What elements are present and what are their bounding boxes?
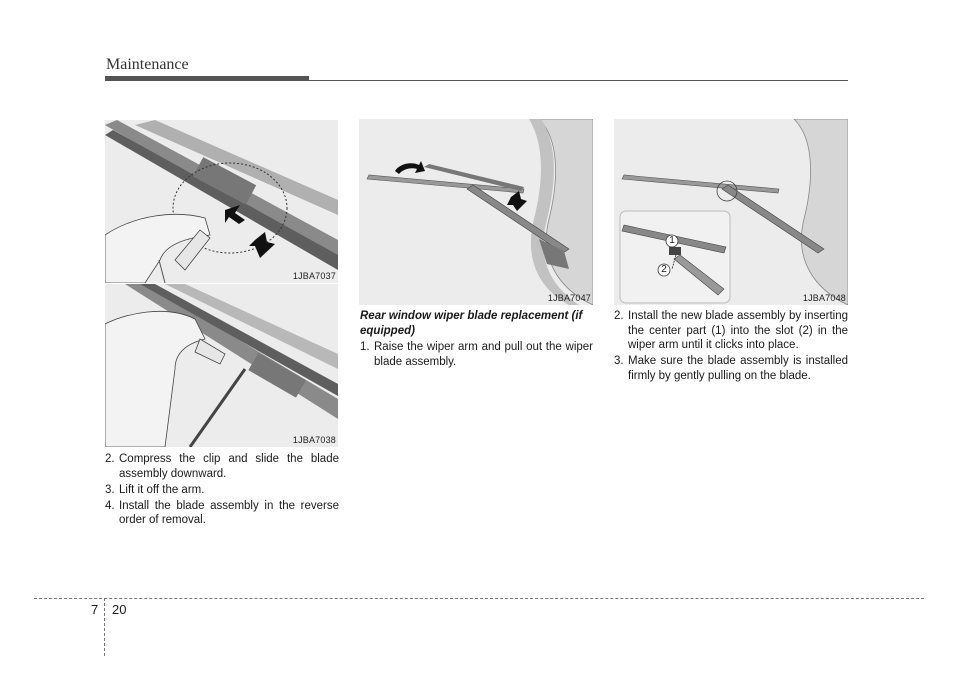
steps-list xyxy=(360,340,593,369)
footer-divider xyxy=(104,598,105,656)
callout-2: 2 xyxy=(661,264,667,275)
step-number: 4. xyxy=(105,499,115,512)
subheading: Rear window wiper blade replacement (if equipped) xyxy=(360,310,583,337)
column-1-text xyxy=(105,452,339,529)
footer-rule xyxy=(34,598,924,599)
blade-install-illustration xyxy=(614,119,848,305)
step-number: 3. xyxy=(105,483,115,496)
column-3-text xyxy=(614,309,848,385)
wiper-clip-illustration xyxy=(105,120,338,283)
step-number: 1. xyxy=(360,341,370,353)
figure-code: 1JBA7047 xyxy=(547,293,591,303)
steps-list xyxy=(105,452,339,528)
step-number: 2. xyxy=(105,453,115,465)
figure-code: 1JBA7048 xyxy=(802,293,846,303)
list-item xyxy=(614,354,848,383)
figure-code: 1JBA7038 xyxy=(292,435,336,445)
chapter-number: 7 xyxy=(91,602,99,617)
list-item xyxy=(360,340,593,369)
page-number: 20 xyxy=(112,602,127,617)
header-accent-bar xyxy=(105,76,309,81)
list-item xyxy=(105,452,339,481)
section-title: Maintenance xyxy=(106,56,189,73)
callout-1: 1 xyxy=(669,235,675,246)
step-text: Lift it off the arm. xyxy=(119,483,205,496)
step-text: Make sure the blade assembly is installed firmly by gently pulling on the blade. xyxy=(628,355,848,382)
step-number: 2. xyxy=(614,310,624,322)
rear-wiper-raise-illustration xyxy=(359,119,593,305)
figure-rear-wiper-raise xyxy=(359,119,593,305)
step-text: Compress the clip and slide the blade assembly downward. xyxy=(119,453,339,480)
figure-code: 1JBA7037 xyxy=(292,271,336,281)
step-text: Raise the wiper arm and pull out the wiper blade assembly. xyxy=(374,341,593,368)
wiper-removal-illustration xyxy=(105,284,338,447)
list-item xyxy=(105,499,339,528)
step-text: Install the blade assembly in the reverse order of removal. xyxy=(119,499,339,526)
step-text: Install the new blade assembly by inserting the center part (1) into the slot (2) in the wiper arm until it clicks into place. xyxy=(628,310,848,351)
step-number: 3. xyxy=(614,355,624,367)
steps-list xyxy=(614,309,848,383)
list-item xyxy=(105,483,339,498)
figure-compress-clip xyxy=(105,120,338,283)
column-2-text xyxy=(360,309,593,371)
figure-install-blade xyxy=(614,119,848,305)
list-item xyxy=(614,309,848,353)
figure-lift-off-arm xyxy=(105,284,338,447)
